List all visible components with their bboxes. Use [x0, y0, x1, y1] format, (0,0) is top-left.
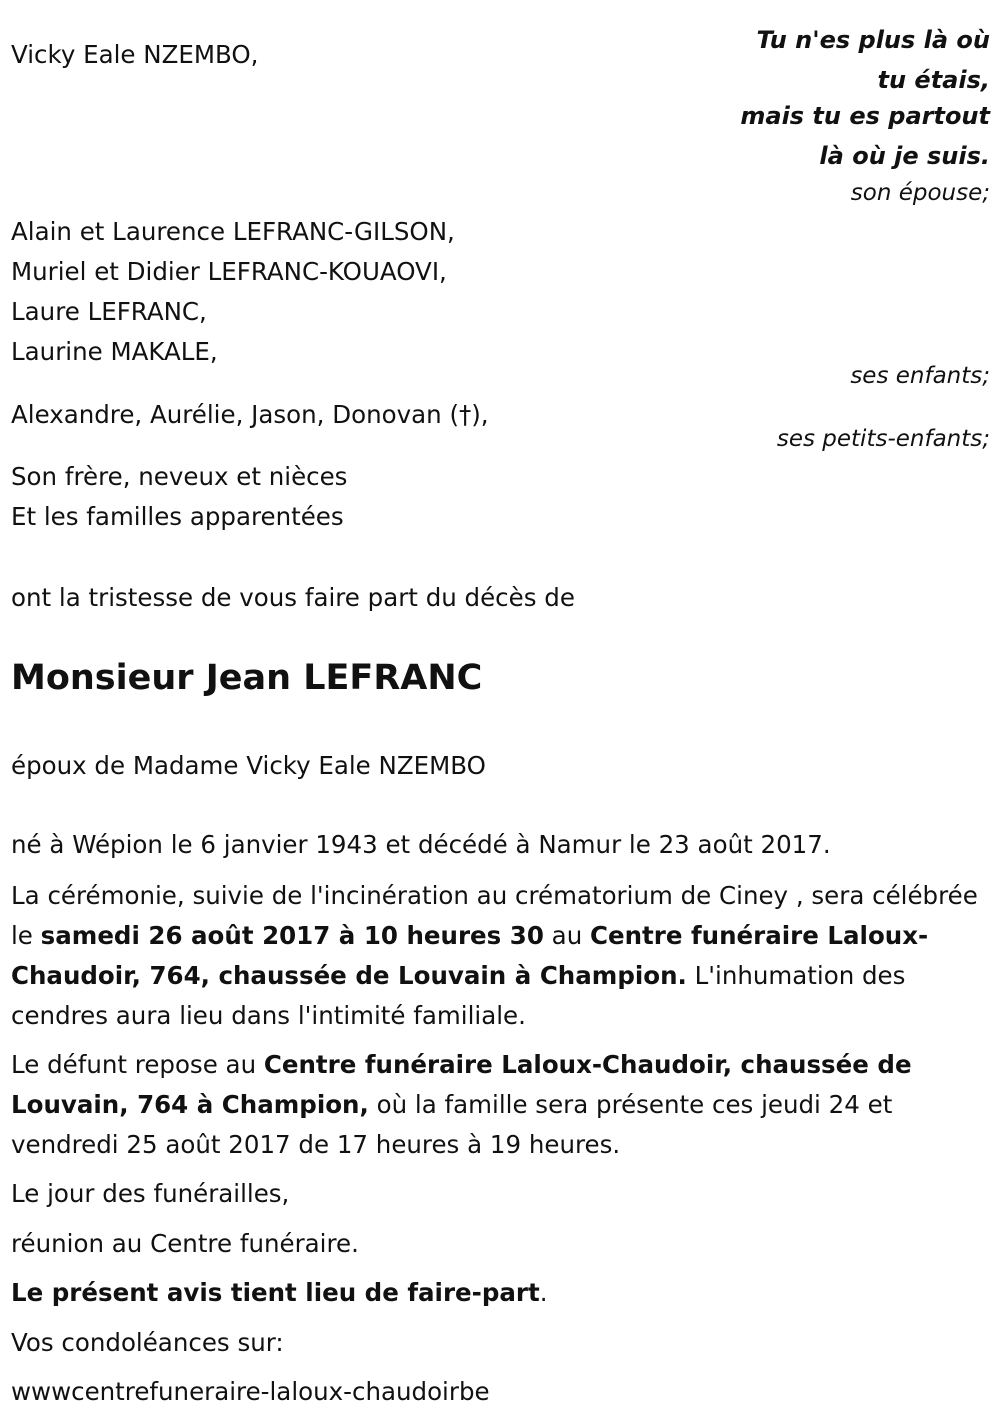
quote-line-4: là où je suis.: [819, 142, 990, 170]
website-link[interactable]: wwwcentrefuneraire-laloux-chaudoirbe: [11, 1377, 490, 1406]
grandchildren: Alexandre, Aurélie, Jason, Donovan (†),: [11, 400, 489, 429]
child-3: Laure LEFRANC,: [11, 297, 207, 326]
ceremony-paragraph: [11, 876, 986, 1036]
ceremony-text-2: au: [543, 921, 591, 950]
family-line-1: Son frère, neveux et nièces: [11, 462, 348, 491]
quote-line-3: mais tu es partout: [740, 102, 990, 130]
ceremony-text-1: La cérémonie, suivie de l'incinération au crématorium de Ciney , sera célébrée le: [11, 881, 978, 950]
funeral-day: Le jour des funérailles,: [11, 1179, 290, 1208]
child-4: Laurine MAKALE,: [11, 337, 218, 366]
deceased-name: Monsieur Jean LEFRANC: [11, 658, 483, 698]
ceremony-date: samedi 26 août 2017 à 10 heures 30: [40, 921, 544, 950]
spouse-of: époux de Madame Vicky Eale NZEMBO: [11, 751, 486, 780]
birth-death: né à Wépion le 6 janvier 1943 et décédé à Namur le 23 août 2017.: [11, 830, 831, 859]
role-grandchildren: ses petits-enfants;: [776, 426, 990, 452]
repose-text-2: où la famille sera présente ces jeudi 24 et vendredi 25 août 2017 de 17 heures à 19 heures.: [11, 1090, 893, 1159]
quote-line-1: Tu n'es plus là où: [756, 26, 990, 54]
ceremony-text-3: L'inhumation des cendres aura lieu dans l'intimité familiale.: [11, 961, 906, 1030]
quote-line-2: tu étais,: [877, 66, 990, 94]
reunion: réunion au Centre funéraire.: [11, 1229, 359, 1258]
condolences-label: Vos condoléances sur:: [11, 1328, 284, 1357]
role-spouse: son épouse;: [850, 180, 990, 206]
child-1: Alain et Laurence LEFRANC-GILSON,: [11, 217, 455, 246]
child-2: Muriel et Didier LEFRANC-KOUAOVI,: [11, 257, 447, 286]
notice-end: .: [539, 1278, 548, 1307]
notice: [11, 1278, 548, 1307]
family-line-2: Et les familles apparentées: [11, 502, 344, 531]
repose-text-1: Le défunt repose au: [11, 1050, 264, 1079]
spouse-name: Vicky Eale NZEMBO,: [11, 40, 259, 69]
role-children: ses enfants;: [850, 363, 990, 389]
ceremony-location: Centre funéraire Laloux-Chaudoir, 764, chaussée de Louvain à Champion.: [11, 921, 929, 990]
announcement: ont la tristesse de vous faire part du décès de: [11, 583, 575, 612]
repose-location: Centre funéraire Laloux-Chaudoir, chaussée de Louvain, 764 à Champion,: [11, 1050, 912, 1119]
notice-bold: Le présent avis tient lieu de faire-part: [11, 1278, 540, 1307]
repose-paragraph: [11, 1045, 986, 1165]
